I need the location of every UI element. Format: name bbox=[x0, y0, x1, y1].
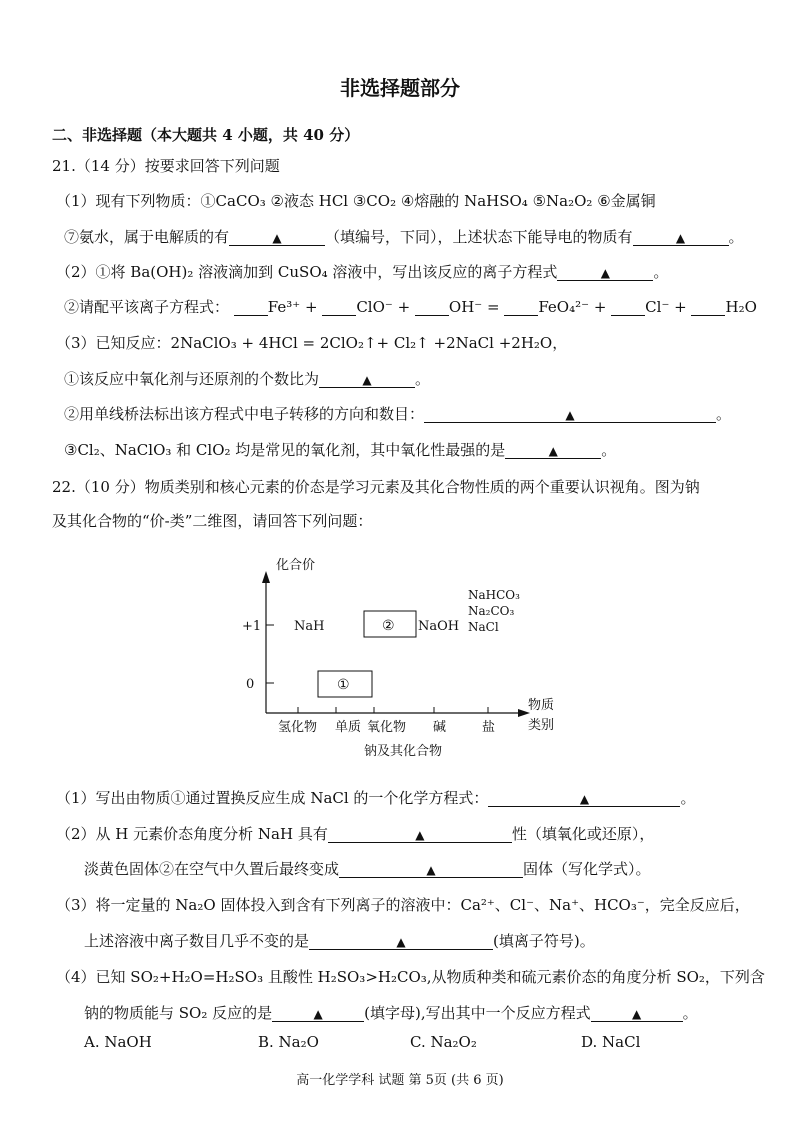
answer-blank[interactable] bbox=[505, 441, 601, 459]
q22-p2-line1 bbox=[56, 825, 654, 843]
answer-blank[interactable] bbox=[591, 1004, 683, 1022]
punctuation: 。 bbox=[601, 441, 617, 459]
q21-p1-line2 bbox=[64, 228, 744, 246]
q21-p2-line1 bbox=[56, 263, 668, 281]
eq-term: Fe³⁺ + bbox=[267, 298, 318, 316]
q22-p1-text: （1）写出由物质①通过置换反应生成 NaCl 的一个化学方程式： bbox=[56, 789, 489, 807]
page-footer: 高一化学学科 试题 第 5页 (共 6 页) bbox=[296, 1073, 504, 1088]
x-category-label: 单质 bbox=[335, 720, 362, 735]
item-label: NaOH bbox=[418, 619, 460, 634]
punctuation: 。 bbox=[716, 405, 732, 423]
punctuation: 。 bbox=[682, 1004, 698, 1022]
y-axis-label: 化合价 bbox=[276, 558, 316, 573]
q21-p3-q2 bbox=[64, 405, 731, 423]
coef-blank[interactable] bbox=[234, 299, 268, 316]
answer-mark: ▲ bbox=[565, 408, 575, 422]
coef-blank[interactable] bbox=[415, 299, 449, 316]
q21-p3-line1: （3）已知反应：2NaClO₃ + 4HCl = 2ClO₂↑+ Cl₂↑ +2NaCl +2H₂O， bbox=[56, 334, 568, 352]
coef-blank[interactable] bbox=[691, 299, 725, 316]
answer-blank[interactable] bbox=[319, 370, 415, 388]
q21-p3-q2-text: ②用单线桥法标出该方程式中电子转移的方向和数目： bbox=[64, 405, 425, 423]
answer-blank[interactable] bbox=[488, 789, 680, 807]
eq-term: OH⁻ = bbox=[448, 298, 500, 316]
punctuation: 。 bbox=[653, 263, 669, 281]
option-a[interactable]: A. NaOH bbox=[84, 1033, 152, 1051]
q22-p2-text-c: 淡黄色固体②在空气中久置后最终变成 bbox=[84, 860, 340, 878]
q21-p2-label: ②请配平该离子方程式： bbox=[64, 298, 230, 316]
x-axis-label-part: 物质 bbox=[528, 698, 555, 713]
item-label: NaH bbox=[294, 619, 325, 634]
q22-stem-line1: 22.（10 分）物质类别和核心元素的价态是学习元素及其化合物性质的两个重要认识视角。图为钠 bbox=[52, 478, 700, 496]
punctuation: 。 bbox=[680, 789, 696, 807]
q22-p3-line2 bbox=[84, 932, 595, 950]
x-category-label: 氧化物 bbox=[367, 720, 407, 735]
punctuation: 。 bbox=[415, 370, 431, 388]
q21-p3-q3 bbox=[64, 441, 616, 459]
q22-p3-line1: （3）将一定量的 Na₂O 固体投入到含有下列离子的溶液中：Ca²⁺、Cl⁻、Na⁺、HCO₃⁻，完全反应后， bbox=[56, 896, 750, 914]
answer-mark: ▲ bbox=[631, 1007, 642, 1021]
q22-p3-text-b: (填离子符号)。 bbox=[493, 932, 595, 950]
q21-p1-text-b: （填编号，下同），上述状态下能导电的物质有 bbox=[325, 228, 633, 246]
answer-mark: ▲ bbox=[600, 266, 611, 280]
q21-p1-text-a: ⑦氨水，属于电解质的有 bbox=[64, 228, 230, 246]
x-category-label: 氢化物 bbox=[278, 720, 318, 735]
coef-blank[interactable] bbox=[611, 299, 645, 316]
q22-p2-line2 bbox=[84, 860, 651, 878]
q21-p3-q3-text: ③Cl₂、NaClO₃ 和 ClO₂ 均是常见的氧化剂，其中氧化性最强的是 bbox=[64, 441, 506, 459]
item-label: ② bbox=[382, 618, 395, 634]
item-label: NaHCO₃ bbox=[468, 588, 520, 602]
section-heading: 二、非选择题（本大题共 4 小题，共 40 分） bbox=[52, 126, 360, 144]
q22-p1 bbox=[56, 789, 695, 807]
item-label: NaCl bbox=[468, 620, 499, 634]
coef-blank[interactable] bbox=[504, 299, 538, 316]
q22-p2-text-b: 性（填氧化或还原）， bbox=[511, 825, 655, 843]
eq-term: Cl⁻ + bbox=[645, 298, 687, 316]
q22-p2-text-d: 固体（写化学式）。 bbox=[523, 860, 651, 878]
eq-term: FeO₄²⁻ + bbox=[538, 298, 607, 316]
answer-blank[interactable] bbox=[424, 405, 716, 423]
answer-mark: ▲ bbox=[313, 1007, 323, 1021]
y-tick-label: 0 bbox=[246, 677, 255, 692]
q22-p4-line2 bbox=[84, 1004, 698, 1022]
q22-p4-text-a: 钠的物质能与 SO₂ 反应的是 bbox=[84, 1004, 273, 1022]
answer-mark: ▲ bbox=[426, 863, 436, 877]
q22-p4-text-b: (填字母),写出其中一个反应方程式 bbox=[364, 1004, 591, 1022]
page-title: 非选择题部分 bbox=[340, 76, 460, 100]
answer-mark: ▲ bbox=[272, 231, 282, 245]
x-category-label: 盐 bbox=[482, 720, 496, 735]
item-label: Na₂CO₃ bbox=[468, 604, 515, 618]
answer-blank[interactable] bbox=[272, 1004, 364, 1022]
answer-mark: ▲ bbox=[362, 373, 372, 387]
y-axis-arrow-icon bbox=[262, 571, 270, 583]
x-axis-label-part: 类别 bbox=[528, 718, 555, 733]
answer-mark: ▲ bbox=[396, 935, 406, 949]
answer-blank[interactable] bbox=[328, 825, 512, 843]
answer-mark: ▲ bbox=[675, 231, 686, 245]
coef-blank[interactable] bbox=[322, 299, 356, 316]
q22-stem-line2: 及其化合物的“价-类”二维图，请回答下列问题： bbox=[52, 512, 373, 530]
answer-blank[interactable] bbox=[633, 228, 729, 246]
x-axis-label bbox=[528, 697, 558, 733]
x-category-label: 碱 bbox=[433, 720, 447, 735]
q22-p4-line1: （4）已知 SO₂+H₂O=H₂SO₃ 且酸性 H₂SO₃>H₂CO₃,从物质种类和硫元素价态的角度分析 SO₂，下列含 bbox=[56, 968, 765, 986]
q21-p2-text: （2）①将 Ba(OH)₂ 溶液滴加到 CuSO₄ 溶液中，写出该反应的离子方程式 bbox=[56, 263, 558, 281]
answer-mark: ▲ bbox=[579, 792, 590, 806]
answer-blank[interactable] bbox=[309, 932, 493, 950]
diagram-caption: 钠及其化合物 bbox=[364, 744, 443, 759]
punctuation: 。 bbox=[728, 228, 744, 246]
eq-term: H₂O bbox=[725, 298, 757, 316]
answer-blank[interactable] bbox=[229, 228, 325, 246]
q21-p3-q1 bbox=[64, 370, 430, 388]
answer-mark: ▲ bbox=[415, 828, 425, 842]
option-c[interactable]: C. Na₂O₂ bbox=[410, 1033, 477, 1051]
item-label: ① bbox=[337, 677, 350, 693]
q22-p3-text-a: 上述溶液中离子数目几乎不变的是 bbox=[84, 932, 310, 950]
answer-mark: ▲ bbox=[548, 444, 558, 458]
answer-blank[interactable] bbox=[557, 263, 653, 281]
option-d[interactable]: D. NaCl bbox=[581, 1033, 641, 1051]
y-tick-label: +1 bbox=[242, 619, 262, 634]
valence-class-diagram bbox=[230, 555, 560, 765]
q21-p3-q1-text: ①该反应中氧化剂与还原剂的个数比为 bbox=[64, 370, 320, 388]
q21-stem: 21.（14 分）按要求回答下列问题 bbox=[52, 157, 280, 175]
q22-p2-text-a: （2）从 H 元素价态角度分析 NaH 具有 bbox=[56, 825, 328, 843]
option-b[interactable]: B. Na₂O bbox=[258, 1033, 319, 1051]
eq-term: ClO⁻ + bbox=[356, 298, 411, 316]
answer-blank[interactable] bbox=[339, 860, 523, 878]
q21-p2-line2 bbox=[64, 298, 757, 316]
q21-p1-line1: （1）现有下列物质：①CaCO₃ ②液态 HCl ③CO₂ ④熔融的 NaHSO₄ ⑤Na₂O₂ ⑥金属铜 bbox=[56, 192, 656, 210]
